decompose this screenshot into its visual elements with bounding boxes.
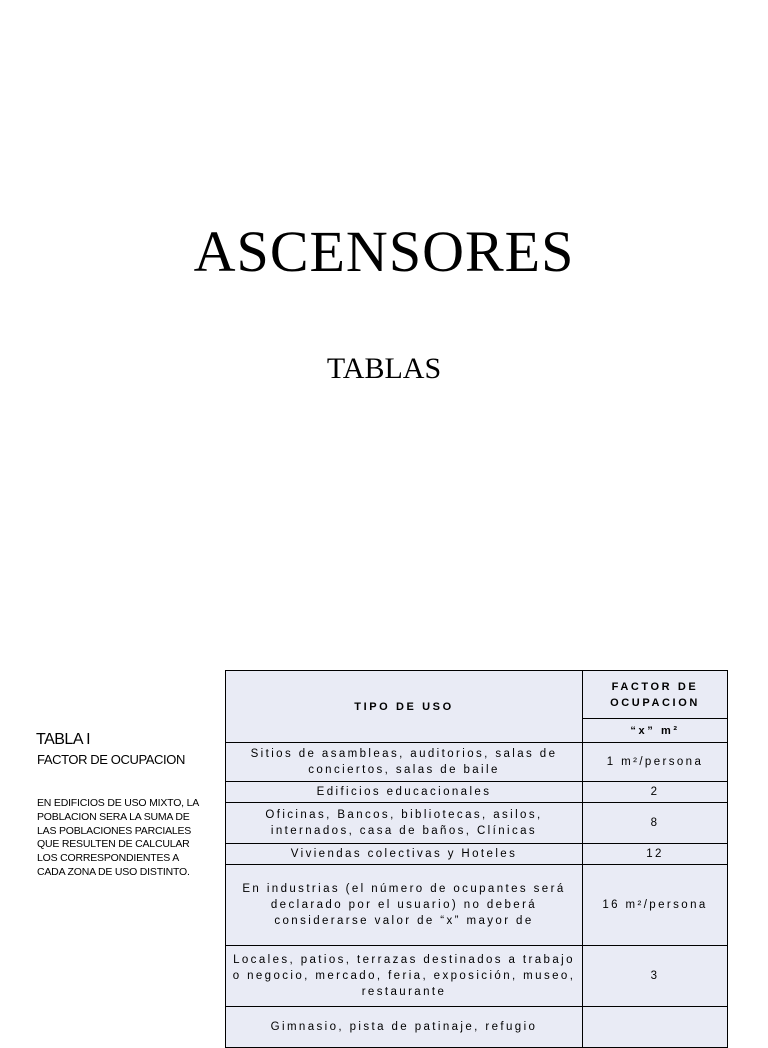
table-cell-factor: 2 [583, 782, 728, 803]
table-row [226, 782, 728, 803]
table-cell-use: En industrias (el número de ocupantes será declarado por el usuario) no deberá considerarse valor de “x” mayor de [226, 865, 583, 946]
table-subheading: FACTOR DE OCUPACION [37, 752, 185, 767]
table-heading: TABLA I [36, 731, 91, 748]
table-header-row [226, 671, 728, 719]
table-cell-use: Edificios educacionales [226, 782, 583, 803]
table-cell-factor [583, 1007, 728, 1048]
table-cell-factor: 8 [583, 803, 728, 844]
table-note: EN EDIFICIOS DE USO MIXTO, LA POBLACION SERA LA SUMA DE LAS POBLACIONES PARCIALES QUE RESULTEN DE CALCULAR LOS CORRESPONDIENTES A CADA ZONA DE USO DISTINTO. [37, 797, 199, 878]
page-subtitle: TABLAS [326, 352, 442, 385]
table-row [226, 865, 728, 946]
column-header-use: TIPO DE USO [226, 671, 583, 743]
table-cell-use: Locales, patios, terrazas destinados a trabajo o negocio, mercado, feria, exposición, museo, restaurante [226, 946, 583, 1007]
column-header-factor: FACTOR DE OCUPACION [583, 671, 728, 719]
table-row [226, 803, 728, 844]
table-cell-factor: 12 [583, 844, 728, 865]
table-cell-use: Oficinas, Bancos, bibliotecas, asilos, internados, casa de baños, Clínicas [226, 803, 583, 844]
table-cell-factor: 16 m²/persona [583, 865, 728, 946]
table-row [226, 1007, 728, 1048]
table-cell-factor: 1 m²/persona [583, 743, 728, 782]
table-row [226, 946, 728, 1007]
table-cell-use: Gimnasio, pista de patinaje, refugio [226, 1007, 583, 1048]
table-cell-factor: 3 [583, 946, 728, 1007]
table-cell-use: Sitios de asambleas, auditorios, salas de conciertos, salas de baile [226, 743, 583, 782]
table-cell-use: Viviendas colectivas y Hoteles [226, 844, 583, 865]
occupancy-table [225, 670, 728, 1048]
page-title: ASCENSORES [193, 219, 575, 284]
table-row [226, 844, 728, 865]
column-header-unit: “x” m² [583, 719, 728, 743]
table-row [226, 743, 728, 782]
